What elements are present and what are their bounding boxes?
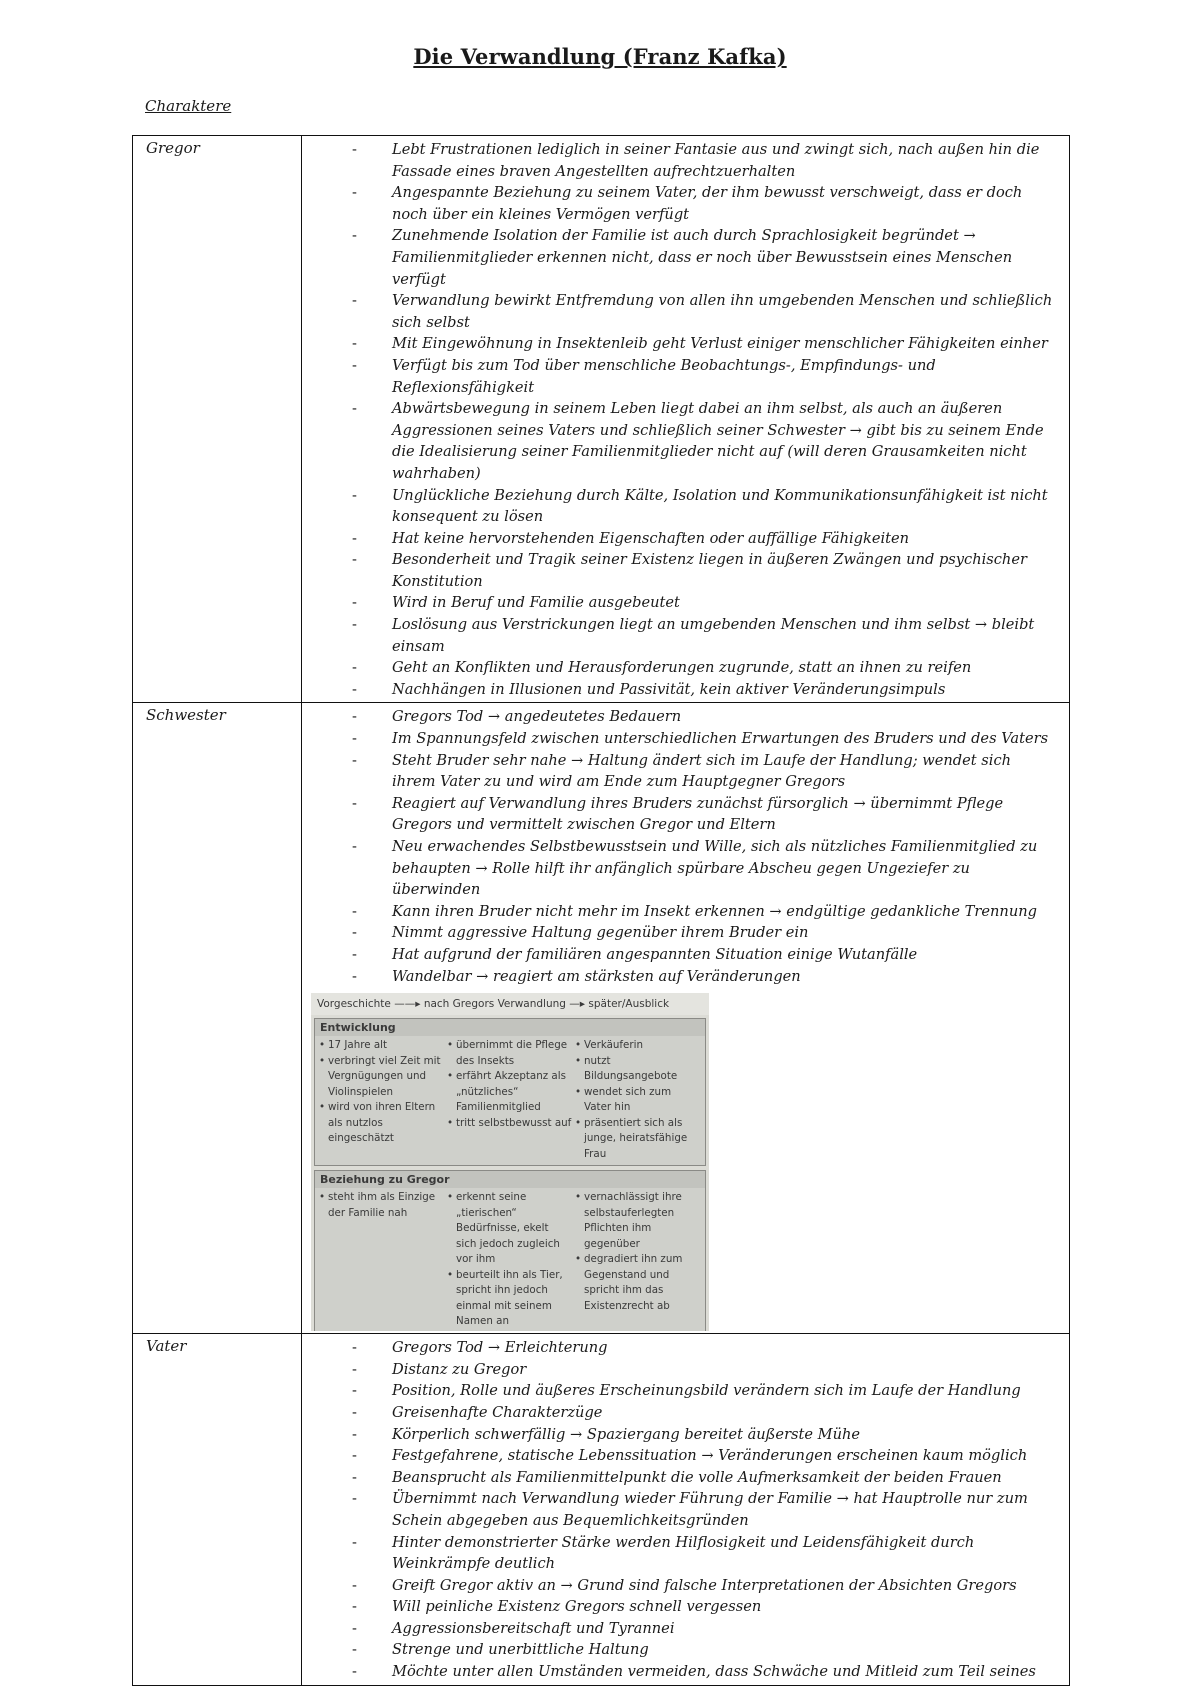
list-item: - Gregors Tod → Erleichterung <box>302 1337 1059 1359</box>
list-item: - Hat keine hervorstehenden Eigenschaften oder auffällige Fähigkeiten <box>302 528 1059 550</box>
list-item: - Zunehmende Isolation der Familie ist auch durch Sprachlosigkeit begründet → Familienmitglieder erkennen nicht, dass er noch über Bewusstsein eines Menschen verfügt <box>302 225 1059 290</box>
list-item: • steht ihm als Einzige der Familie nah <box>318 1190 444 1221</box>
list-item: - Wandelbar → reagiert am stärksten auf Veränderungen <box>302 966 1059 988</box>
list-item: - Körperlich schwerfällig → Spaziergang bereitet äußerste Mühe <box>302 1424 1059 1446</box>
list-item: • übernimmt die Pflege des Insekts <box>446 1038 572 1069</box>
character-name: Gregor <box>133 136 302 703</box>
list-item: • erfährt Akzeptanz als „nützliches“ Familienmitglied <box>446 1069 572 1116</box>
list-item: • verbringt viel Zeit mit Vergnügungen und Violinspielen <box>318 1054 444 1101</box>
list-item: • Verkäuferin <box>574 1038 700 1054</box>
list-item: • erkennt seine „tierischen“ Bedürfnisse, ekelt sich jedoch zugleich vor ihm <box>446 1190 572 1268</box>
list-item: • wird von ihren Eltern als nutzlos eingeschätzt <box>318 1100 444 1147</box>
figure-column <box>574 1190 700 1314</box>
character-table <box>132 135 1070 1686</box>
list-item: - Kann ihren Bruder nicht mehr im Insekt erkennen → endgültige gedankliche Trennung <box>302 901 1059 923</box>
list-item: - Nimmt aggressive Haltung gegenüber ihrem Bruder ein <box>302 922 1059 944</box>
character-row-schwester <box>133 703 1070 1334</box>
list-item: • vernachlässigt ihre selbstauferlegten Pflichten ihm gegenüber <box>574 1190 700 1252</box>
list-item: - Besonderheit und Tragik seiner Existenz liegen in äußeren Zwängen und psychischer Konstitution <box>302 549 1059 592</box>
list-item: - Verwandlung bewirkt Entfremdung von allen ihn umgebenden Menschen und schließlich sich selbst <box>302 290 1059 333</box>
schwester-traits-list <box>302 706 1059 987</box>
list-item: - Geht an Konflikten und Herausforderungen zugrunde, statt an ihnen zu reifen <box>302 657 1059 679</box>
character-row-gregor <box>133 136 1070 703</box>
section-subtitle: Charaktere <box>145 97 232 115</box>
list-item: - Wird in Beruf und Familie ausgebeutet <box>302 592 1059 614</box>
figure-section-title: Entwicklung <box>315 1019 705 1036</box>
list-item: - Loslösung aus Verstrickungen liegt an umgebenden Menschen und ihm selbst → bleibt einsam <box>302 614 1059 657</box>
scanned-figure <box>311 993 709 1331</box>
list-item: - Reagiert auf Verwandlung ihres Bruders zunächst fürsorglich → übernimmt Pflege Gregors und vermittelt zwischen Gregor und Eltern <box>302 793 1059 836</box>
list-item: - Übernimmt nach Verwandlung wieder Führung der Familie → hat Hauptrolle nur zum Schein abgegeben aus Bequemlichkeitsgründen <box>302 1488 1059 1531</box>
list-item: • wendet sich zum Vater hin <box>574 1085 700 1116</box>
list-item: - Abwärtsbewegung in seinem Leben liegt dabei an ihm selbst, als auch an äußeren Aggressionen seines Vaters und schließlich seiner Schwester → gibt bis zu seinem Ende die Idealisierung seiner Familienmitglieder nicht auf (will deren Grausamkeiten nicht wahrhaben) <box>302 398 1059 484</box>
gregor-traits-list <box>302 139 1059 700</box>
figure-section-beziehung <box>314 1170 706 1331</box>
figure-column <box>446 1190 572 1330</box>
figure-section-entwicklung <box>314 1018 706 1166</box>
figure-column <box>318 1190 444 1221</box>
figure-timeline-header: Vorgeschichte ——▸ nach Gregors Verwandlung —▸ später/Ausblick <box>311 993 709 1015</box>
page-title: Die Verwandlung (Franz Kafka) <box>413 44 787 69</box>
list-item: - Greift Gregor aktiv an → Grund sind falsche Interpretationen der Absichten Gregors <box>302 1575 1059 1597</box>
list-item: • degradiert ihn zum Gegenstand und spricht ihm das Existenzrecht ab <box>574 1252 700 1314</box>
character-row-vater <box>133 1334 1070 1686</box>
vater-traits-list <box>302 1337 1059 1683</box>
list-item: - Möchte unter allen Umständen vermeiden, dass Schwäche und Mitleid zum Teil seines <box>302 1661 1059 1683</box>
character-name: Schwester <box>133 703 302 1334</box>
list-item: • tritt selbstbewusst auf <box>446 1116 572 1132</box>
list-item: - Lebt Frustrationen lediglich in seiner Fantasie aus und zwingt sich, nach außen hin die Fassade eines braven Angestellten aufrechtzuerhalten <box>302 139 1059 182</box>
list-item: - Hat aufgrund der familiären angespannten Situation einige Wutanfälle <box>302 944 1059 966</box>
list-item: - Neu erwachendes Selbstbewusstsein und Wille, sich als nützliches Familienmitglied zu behaupten → Rolle hilft ihr anfänglich spürbare Abscheu gegen Ungeziefer zu überwinden <box>302 836 1059 901</box>
list-item: - Will peinliche Existenz Gregors schnell vergessen <box>302 1596 1059 1618</box>
list-item: - Steht Bruder sehr nahe → Haltung ändert sich im Laufe der Handlung; wendet sich ihrem Vater zu und wird am Ende zum Hauptgegner Gregors <box>302 750 1059 793</box>
list-item: • 17 Jahre alt <box>318 1038 444 1054</box>
list-item: - Im Spannungsfeld zwischen unterschiedlichen Erwartungen des Bruders und des Vaters <box>302 728 1059 750</box>
list-item: - Nachhängen in Illusionen und Passivität, kein aktiver Veränderungsimpuls <box>302 679 1059 701</box>
figure-column <box>318 1038 444 1147</box>
character-name: Vater <box>133 1334 302 1686</box>
list-item: • beurteilt ihn als Tier, spricht ihn jedoch einmal mit seinem Namen an <box>446 1268 572 1330</box>
figure-column <box>446 1038 572 1131</box>
list-item: - Strenge und unerbittliche Haltung <box>302 1639 1059 1661</box>
list-item: - Beansprucht als Familienmittelpunkt die volle Aufmerksamkeit der beiden Frauen <box>302 1467 1059 1489</box>
list-item: • präsentiert sich als junge, heiratsfähige Frau <box>574 1116 700 1163</box>
list-item: - Greisenhafte Charakterzüge <box>302 1402 1059 1424</box>
list-item: - Mit Eingewöhnung in Insektenleib geht Verlust einiger menschlicher Fähigkeiten einher <box>302 333 1059 355</box>
figure-column <box>574 1038 700 1162</box>
figure-section-title: Beziehung zu Gregor <box>315 1171 705 1188</box>
list-item: - Unglückliche Beziehung durch Kälte, Isolation und Kommunikationsunfähigkeit ist nicht konsequent zu lösen <box>302 485 1059 528</box>
list-item: - Festgefahrene, statische Lebenssituation → Veränderungen erscheinen kaum möglich <box>302 1445 1059 1467</box>
list-item: - Verfügt bis zum Tod über menschliche Beobachtungs-, Empfindungs- und Reflexionsfähigkeit <box>302 355 1059 398</box>
list-item: - Aggressionsbereitschaft und Tyrannei <box>302 1618 1059 1640</box>
list-item: - Gregors Tod → angedeutetes Bedauern <box>302 706 1059 728</box>
list-item: - Distanz zu Gregor <box>302 1359 1059 1381</box>
list-item: - Angespannte Beziehung zu seinem Vater, der ihm bewusst verschweigt, dass er doch noch über ein kleines Vermögen verfügt <box>302 182 1059 225</box>
list-item: - Position, Rolle und äußeres Erscheinungsbild verändern sich im Laufe der Handlung <box>302 1380 1059 1402</box>
list-item: • nutzt Bildungsangebote <box>574 1054 700 1085</box>
list-item: - Hinter demonstrierter Stärke werden Hilflosigkeit und Leidensfähigkeit durch Weinkrämpfe deutlich <box>302 1532 1059 1575</box>
